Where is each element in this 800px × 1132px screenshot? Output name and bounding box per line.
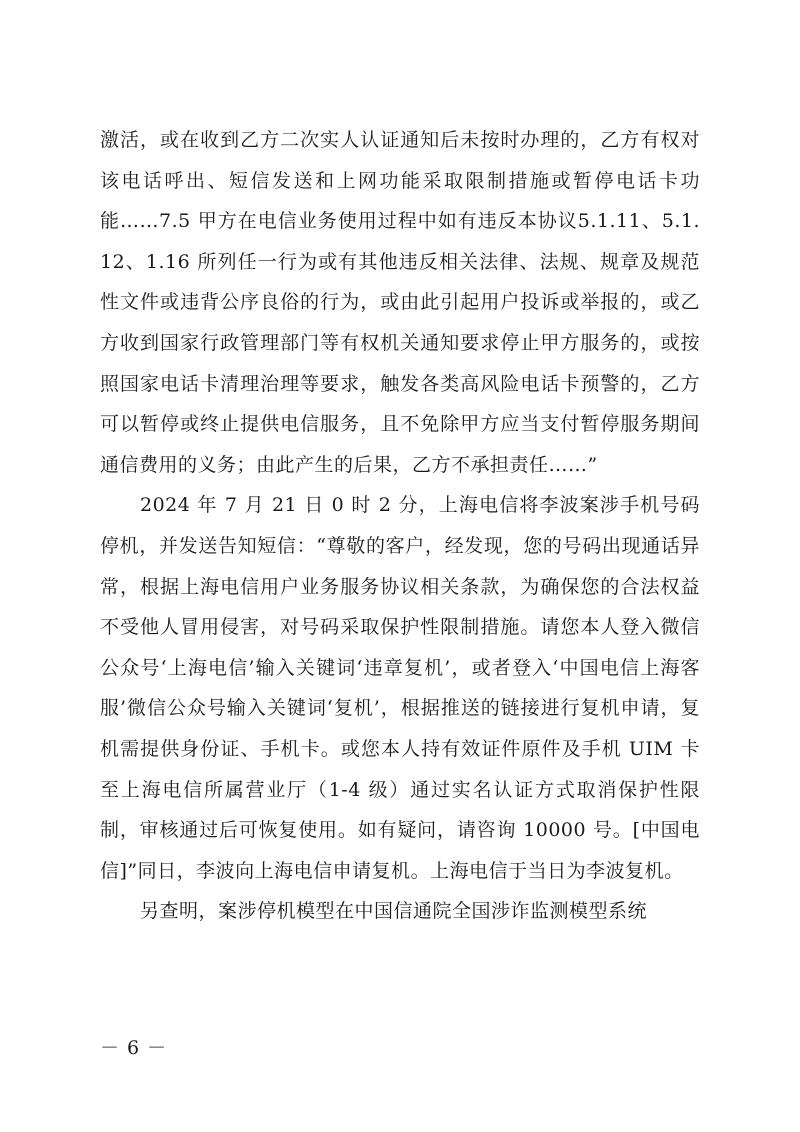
document-body	[100, 120, 700, 932]
paragraph-suspension-notice: 2024 年 7 月 21 日 0 时 2 分，上海电信将李波案涉手机号码停机，并发送告知短信：“尊敬的客户，经发现，您的号码出现通话异常，根据上海电信用户业务服务协议相关条款，为确保您的合法权益不受他人冒用侵害，对号码采取保护性限制措施。请您本人登入微信公众号‘上海电信’输入关键词‘违章复机’，或者登入‘中国电信上海客服’微信公众号输入关键词‘复机’，根据推送的链接进行复机申请，复机需提供身份证、手机卡。或您本人持有效证件原件及手机 UIM 卡至上海电信所属营业厅（1-4 级）通过实名认证方式取消保护性限制，审核通过后可恢复使用。如有疑问，请咨询 10000 号。[中国电信]”同日，李波向上海电信申请复机。上海电信于当日为李波复机。	[100, 494, 700, 882]
paragraph-further-findings: 另查明，案涉停机模型在中国信通院全国涉诈监测模型系统	[140, 900, 648, 923]
page-number: － 6 －	[100, 1037, 168, 1059]
paragraph-contract-clause: 激活，或在收到乙方二次实人认证通知后未按时办理的，乙方有权对该电话呼出、短信发送和上网功能采取限制措施或暂停电话卡功能……7.5 甲方在电信业务使用过程中如有违反本协议5.1.11、5.1.12、1.16 所列任一行为或有其他违反相关法律、法规、规章及规范性文件或违背公序良俗的行为，或由此引起用户投诉或举报的，或乙方收到国家行政管理部门等有权机关通知要求停止甲方服务的，或按照国家电话卡清理治理等要求，触发各类高风险电话卡预警的，乙方可以暂停或终止提供电信服务，且不免除甲方应当支付暂停服务期间通信费用的义务；由此产生的后果，乙方不承担责任……”	[100, 129, 700, 476]
